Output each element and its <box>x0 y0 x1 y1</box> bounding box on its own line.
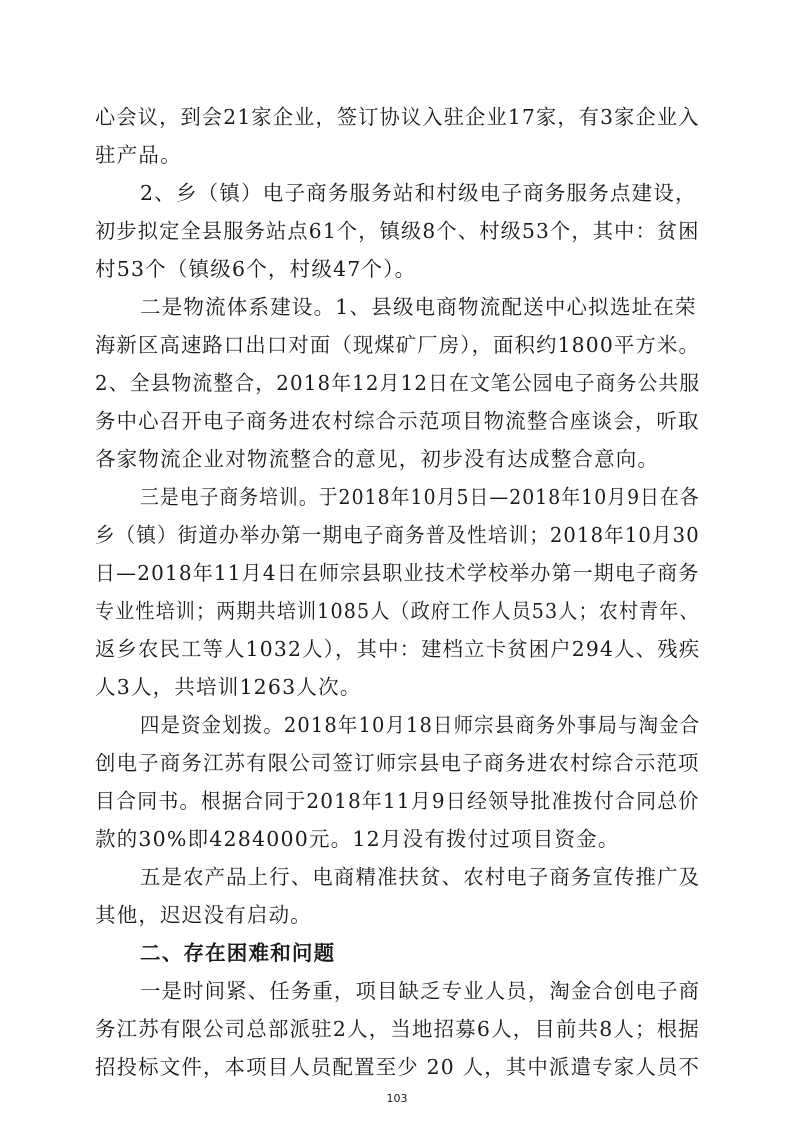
text-line: 海新区高速路口出口对面（现煤矿厂房），面积约1800平方米。 <box>95 333 700 357</box>
text-line: 乡（镇）街道办举办第一期电子商务普及性培训；2018年10月30 <box>95 523 700 547</box>
text-line: 2、乡（镇）电子商务服务站和村级电子商务服务点建设， <box>140 181 697 205</box>
text-line: 款的30%即4284000元。12月没有拨付过项目资金。 <box>95 827 620 851</box>
section-heading: 二、存在困难和问题 <box>140 941 336 965</box>
text-line: 创电子商务江苏有限公司签订师宗县电子商务进农村综合示范项 <box>95 751 700 775</box>
text-line: 二是物流体系建设。1、县级电商物流配送中心拟选址在荣 <box>140 295 697 319</box>
text-line: 务江苏有限公司总部派驻2人，当地招募6人，目前共8人；根据 <box>95 1017 700 1041</box>
text-line: 四是资金划拨。2018年10月18日师宗县商务外事局与淘金合 <box>140 713 701 737</box>
text-line: 初步拟定全县服务站点61个，镇级8个、村级53个，其中：贫困 <box>95 219 700 243</box>
text-line: 务中心召开电子商务进农村综合示范项目物流整合座谈会，听取 <box>95 409 700 433</box>
text-line: 村53个（镇级6个，村级47个）。 <box>95 257 417 281</box>
text-line: 招投标文件，本项目人员配置至少 20 人，其中派遣专家人员不 <box>95 1055 701 1079</box>
text-line: 三是电子商务培训。于2018年10月5日—2018年10月9日在各 <box>140 485 700 509</box>
text-line: 各家物流企业对物流整合的意见，初步没有达成整合意向。 <box>95 447 660 471</box>
page-number: 103 <box>386 1092 408 1105</box>
text-line: 返乡农民工等人1032人），其中：建档立卡贫困户294人、残疾 <box>95 637 701 661</box>
text-line: 心会议，到会21家企业，签订协议入驻企业17家，有3家企业入 <box>95 105 700 129</box>
text-line: 其他，迟迟没有启动。 <box>95 903 312 927</box>
text-line: 驻产品。 <box>95 143 182 167</box>
text-line: 五是农产品上行、电商精准扶贫、农村电子商务宣传推广及 <box>140 865 701 889</box>
text-line: 目合同书。根据合同于2018年11月9日经领导批准拨付合同总价 <box>95 789 700 813</box>
text-line: 日—2018年11月4日在师宗县职业技术学校举办第一期电子商务 <box>95 561 700 585</box>
text-line: 一是时间紧、任务重，项目缺乏专业人员，淘金合创电子商 <box>140 979 701 1003</box>
text-line: 专业性培训；两期共培训1085人（政府工作人员53人；农村青年、 <box>95 599 700 623</box>
text-line: 2、全县物流整合，2018年12月12日在文笔公园电子商务公共服 <box>95 371 701 395</box>
text-line: 人3人，共培训1263人次。 <box>95 675 362 699</box>
